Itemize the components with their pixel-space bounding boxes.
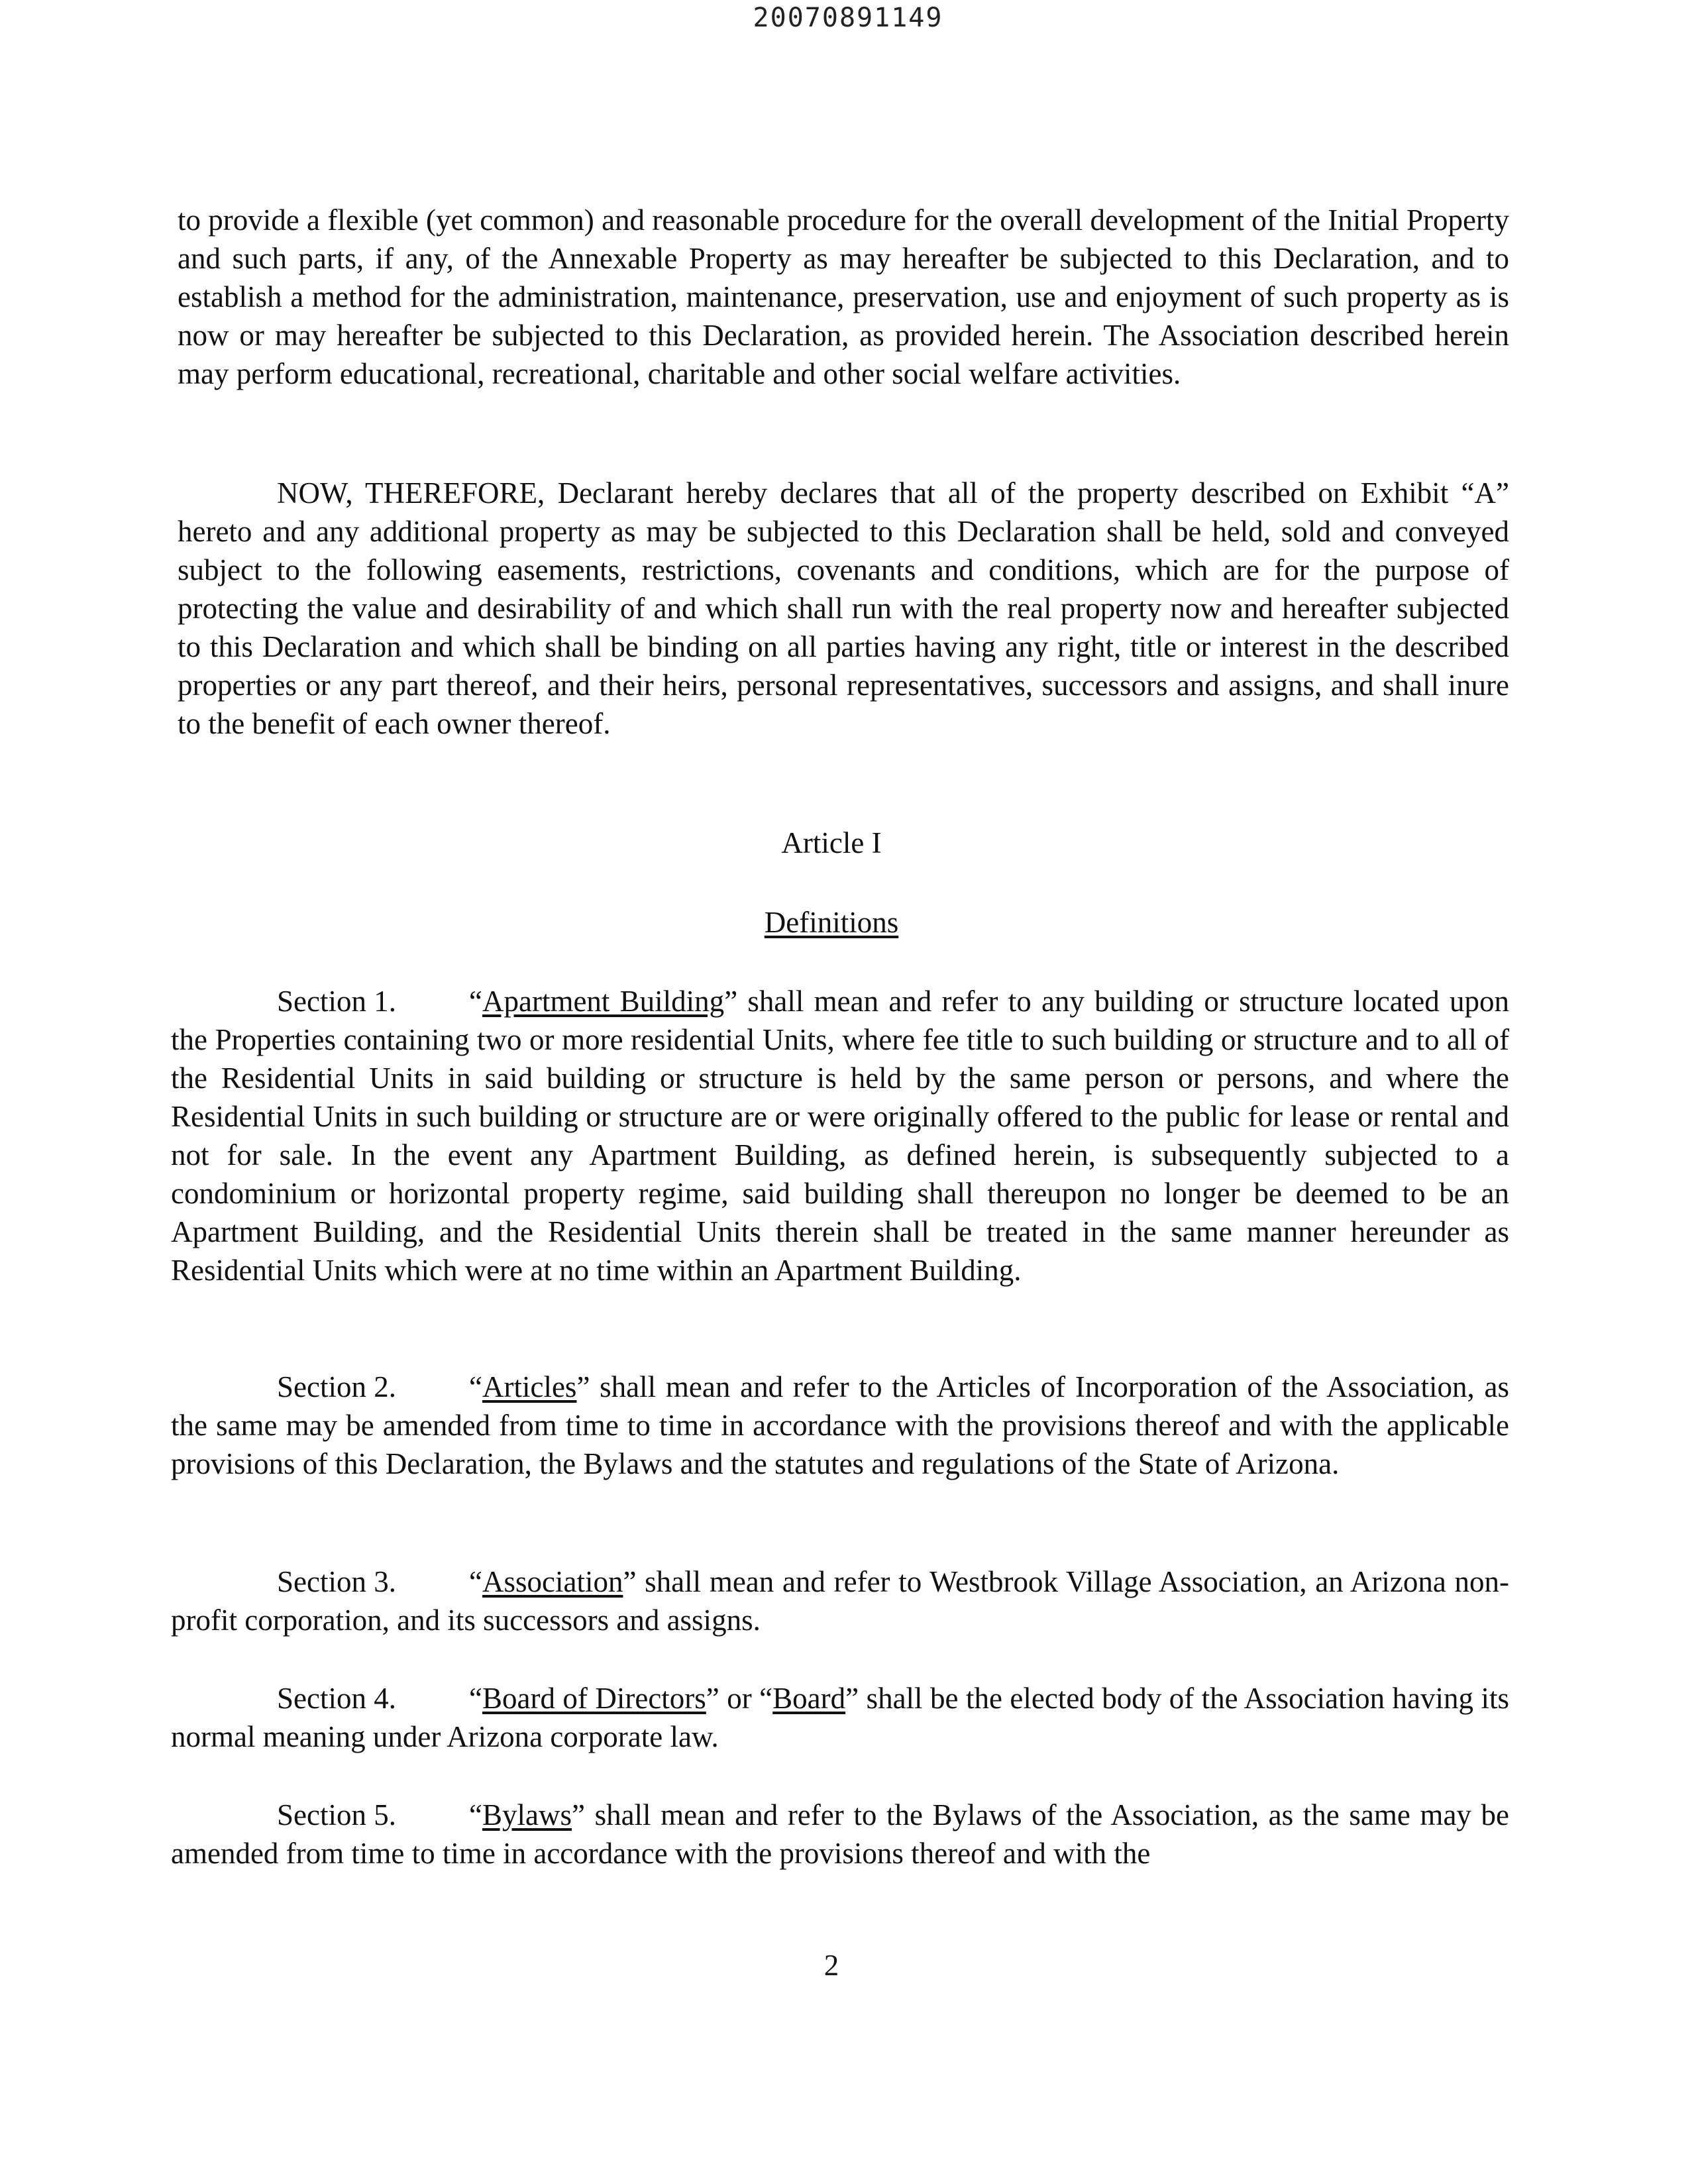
definition-text: ” shall mean and refer to any building or structure located upon the Properties containing two or more residential Units, where fee title to such building or structure and to all of the Residential Units in said building or structure is held by the same person or persons, and where the Residential Units in such building or structure are or were originally offered to the public for lease or rental and not for sale. In the event any Apartment Building, as defined herein, is subsequently subjected to a condominium or horizontal property regime, said building shall thereupon no longer be deemed to be an Apartment Building, and the Residential Units therein shall be treated in the same manner hereunder as Residential Units which were at no time within an Apartment Building.: [171, 985, 1509, 1287]
section-label: Section 4.: [277, 1682, 396, 1715]
open-quote: “: [469, 985, 482, 1018]
defined-term: Board of Directors: [482, 1682, 706, 1715]
quote-connector: ” or “: [706, 1682, 773, 1715]
open-quote: “: [469, 1798, 482, 1831]
open-quote: “: [469, 1370, 482, 1403]
page-number: 2: [823, 1949, 839, 1982]
now-therefore-block: [178, 474, 1509, 743]
defined-term-alt: Board: [772, 1682, 846, 1715]
section-label: Section 3.: [277, 1565, 396, 1598]
section-label: Section 1.: [277, 985, 396, 1018]
definition-text: ” shall mean and refer to the Bylaws of the Association, as the same may be amended from time to time in accordance with the provisions thereof and with the: [171, 1798, 1509, 1870]
document-number: 20070891149: [753, 3, 943, 33]
section-1: [171, 982, 1509, 1289]
section-5: [171, 1796, 1509, 1873]
definition-text: ” shall be the elected body of the Association having its normal meaning under Arizona corporate law.: [171, 1682, 1509, 1753]
article-subtitle: [0, 905, 1663, 940]
defined-term: Bylaws: [482, 1798, 572, 1831]
intro-paragraph-block: [178, 201, 1509, 393]
section-2: [171, 1368, 1509, 1483]
now-therefore-paragraph: NOW, THEREFORE, Declarant hereby declares that all of the property described on Exhibit “A” hereto and any additional property as may be subjected to this Declaration shall be held, sold and conveyed subject to the following easements, restrictions, covenants and conditions, which are for the purpose of protecting the value and desirability of and which shall run with the real property now and hereafter subjected to this Declaration and which shall be binding on all parties having any right, title or interest in the described properties or any part thereof, and their heirs, personal representatives, successors and assigns, and shall inure to the benefit of each owner thereof.: [178, 476, 1509, 740]
defined-term: Articles: [482, 1370, 577, 1403]
section-label: Section 5.: [277, 1798, 396, 1831]
section-3: [171, 1562, 1509, 1639]
article-subtitle-text: Definitions: [764, 906, 899, 939]
open-quote: “: [469, 1682, 482, 1715]
definition-text: ” shall mean and refer to the Articles of Incorporation of the Association, as the same may be amended from time to time in accordance with the provisions thereof and with the applicable provisions of this Declaration, the Bylaws and the statutes and regulations of the State of Arizona.: [171, 1370, 1509, 1480]
definition-text: ” shall mean and refer to Westbrook Village Association, an Arizona non-profit corporation, and its successors and assigns.: [171, 1565, 1509, 1637]
open-quote: “: [469, 1565, 482, 1598]
defined-term: Association: [482, 1565, 623, 1598]
section-label: Section 2.: [277, 1370, 396, 1403]
article-title: Article I: [781, 826, 882, 859]
section-4: [171, 1679, 1509, 1756]
defined-term: Apartment Building: [482, 985, 725, 1018]
intro-paragraph: to provide a flexible (yet common) and reasonable procedure for the overall development of the Initial Property and such parts, if any, of the Annexable Property as may hereafter be subjected to this Declaration, and to establish a method for the administration, maintenance, preservation, use and enjoyment of such property as is now or may hereafter be subjected to this Declaration, as provided herein. The Association described herein may perform educational, recreational, charitable and other social welfare activities.: [178, 203, 1509, 390]
